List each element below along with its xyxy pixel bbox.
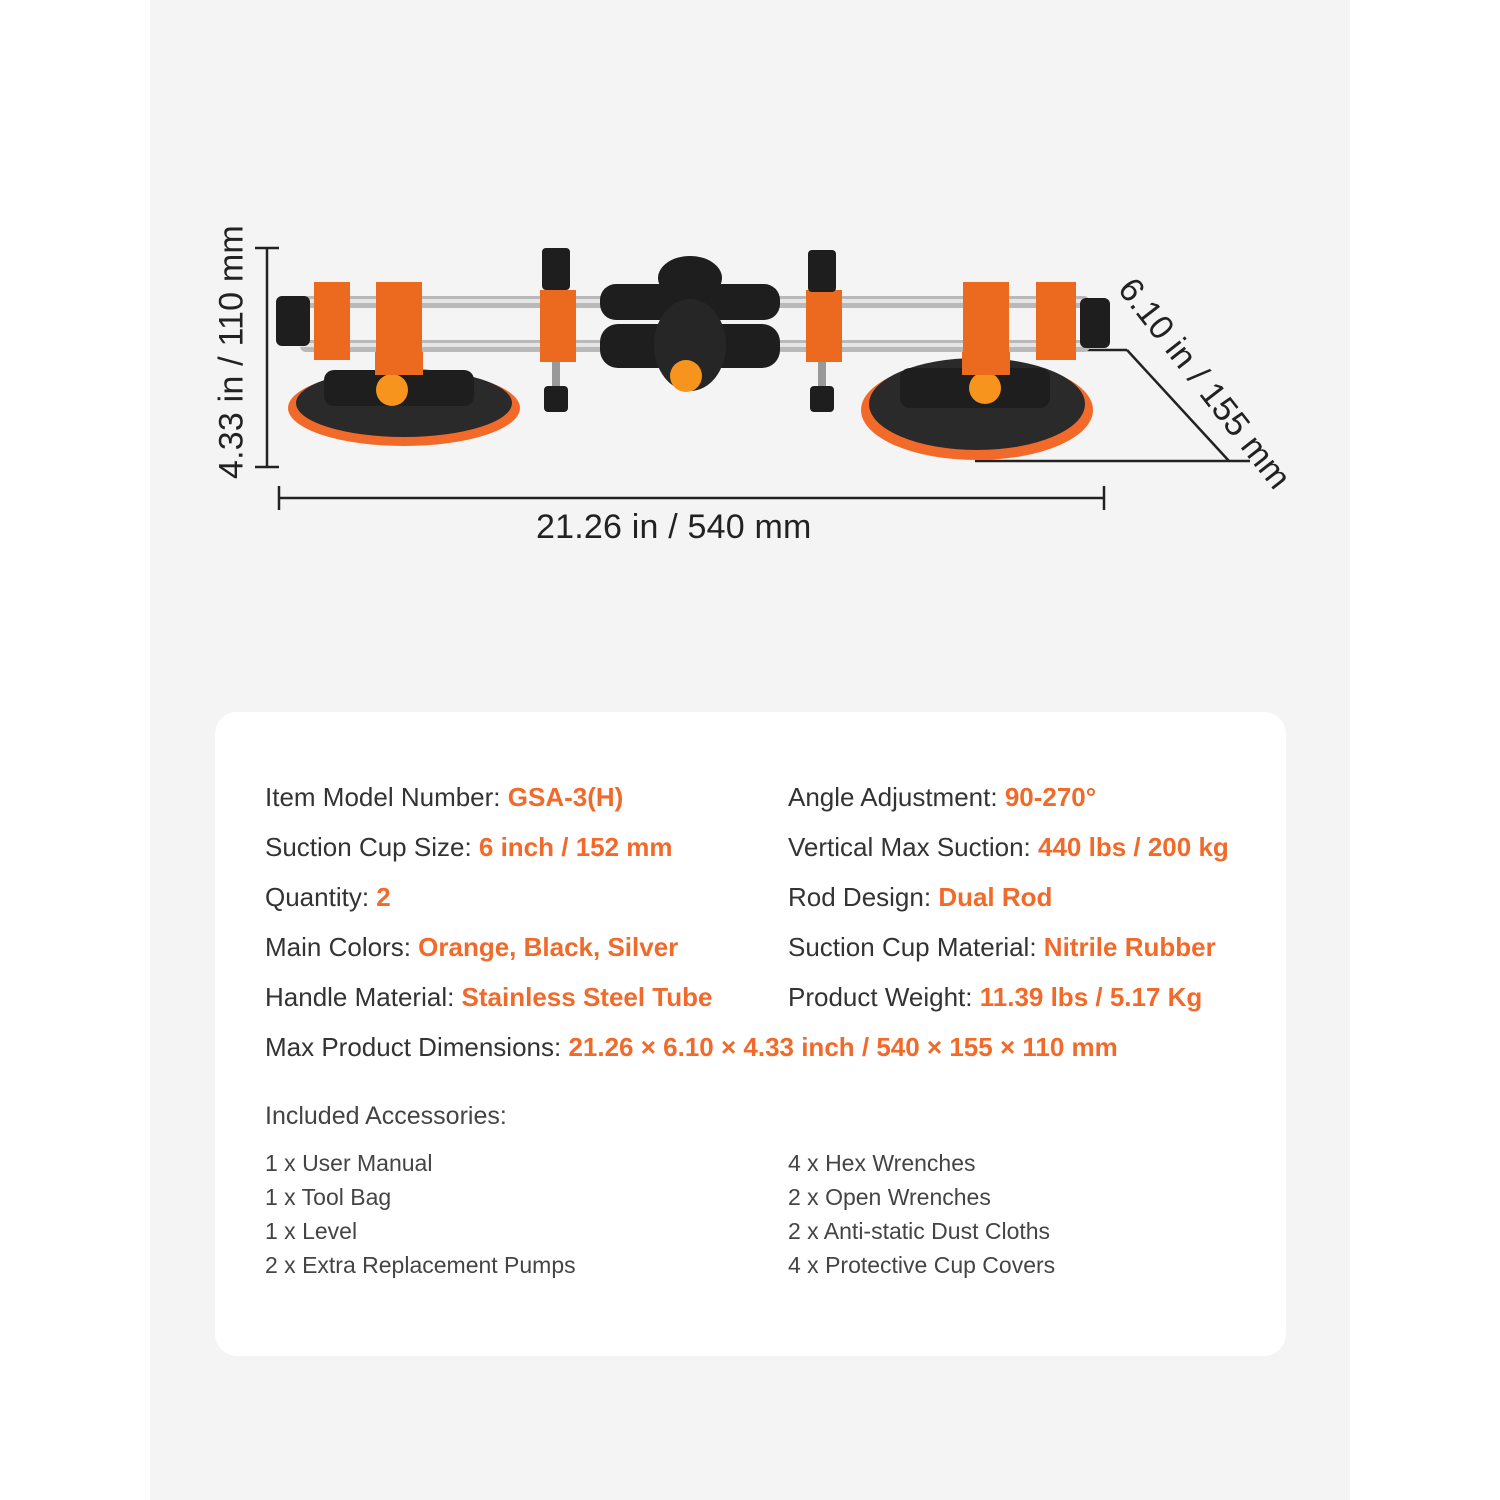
center-handle <box>600 256 780 392</box>
spec-value: 6 inch / 152 mm <box>478 832 673 862</box>
accessory-item: 4 x Protective Cup Covers <box>788 1252 1056 1278</box>
accessory-item: 1 x Level <box>265 1218 358 1244</box>
accessories-title: Included Accessories: <box>265 1102 507 1130</box>
height-dimension-label: 4.33 in / 110 mm <box>212 225 251 479</box>
depth-dimension-label: 6.10 in / 155 mm <box>1110 270 1299 497</box>
spec-label: Suction Cup Material: <box>788 932 1044 962</box>
spec-max-dimensions <box>265 1032 1118 1063</box>
spec-label: Angle Adjustment: <box>788 782 1005 812</box>
spec-colors <box>265 932 678 963</box>
spec-model <box>265 782 623 813</box>
spec-value: Dual Rod <box>938 882 1053 912</box>
spec-label: Suction Cup Size: <box>265 832 479 862</box>
spec-label: Vertical Max Suction: <box>788 832 1038 862</box>
accessory-item: 2 x Extra Replacement Pumps <box>265 1252 576 1278</box>
spec-value: 21.26 × 6.10 × 4.33 inch / 540 × 155 × 110 mm <box>568 1032 1118 1062</box>
spec-label: Max Product Dimensions: <box>265 1032 569 1062</box>
spec-quantity <box>265 882 391 913</box>
spec-value: 2 <box>376 882 391 912</box>
spec-angle <box>788 782 1096 813</box>
spec-value: Nitrile Rubber <box>1043 932 1216 962</box>
spec-rod <box>788 882 1052 913</box>
spec-label: Item Model Number: <box>265 782 508 812</box>
spec-label: Product Weight: <box>788 982 980 1012</box>
product-figure <box>0 0 1500 640</box>
spec-label: Handle Material: <box>265 982 462 1012</box>
accessory-item: 1 x User Manual <box>265 1150 433 1176</box>
spec-value: Stainless Steel Tube <box>461 982 713 1012</box>
left-suction-cup <box>288 345 520 446</box>
spec-value: 11.39 lbs / 5.17 Kg <box>979 982 1203 1012</box>
spec-label: Rod Design: <box>788 882 939 912</box>
spec-label: Main Colors: <box>265 932 419 962</box>
accessory-item: 2 x Anti-static Dust Cloths <box>788 1218 1051 1244</box>
spec-value: 440 lbs / 200 kg <box>1038 832 1229 862</box>
accessory-item: 4 x Hex Wrenches <box>788 1150 976 1176</box>
spec-cup-material <box>788 932 1216 963</box>
accessory-item: 1 x Tool Bag <box>265 1184 392 1210</box>
spec-cup-size <box>265 832 673 863</box>
spec-card <box>215 712 1286 1356</box>
spec-handle <box>265 982 712 1013</box>
spec-weight <box>788 982 1202 1013</box>
right-suction-cup <box>861 345 1093 460</box>
left-clamp-blocks <box>276 282 422 360</box>
spec-suction <box>788 832 1229 863</box>
spec-label: Quantity: <box>265 882 377 912</box>
spec-value: Orange, Black, Silver <box>418 932 679 962</box>
spec-value: GSA-3(H) <box>507 782 624 812</box>
spec-value: 90-270° <box>1004 782 1097 812</box>
width-dimension-label: 21.26 in / 540 mm <box>536 508 812 546</box>
accessory-item: 2 x Open Wrenches <box>788 1184 991 1210</box>
